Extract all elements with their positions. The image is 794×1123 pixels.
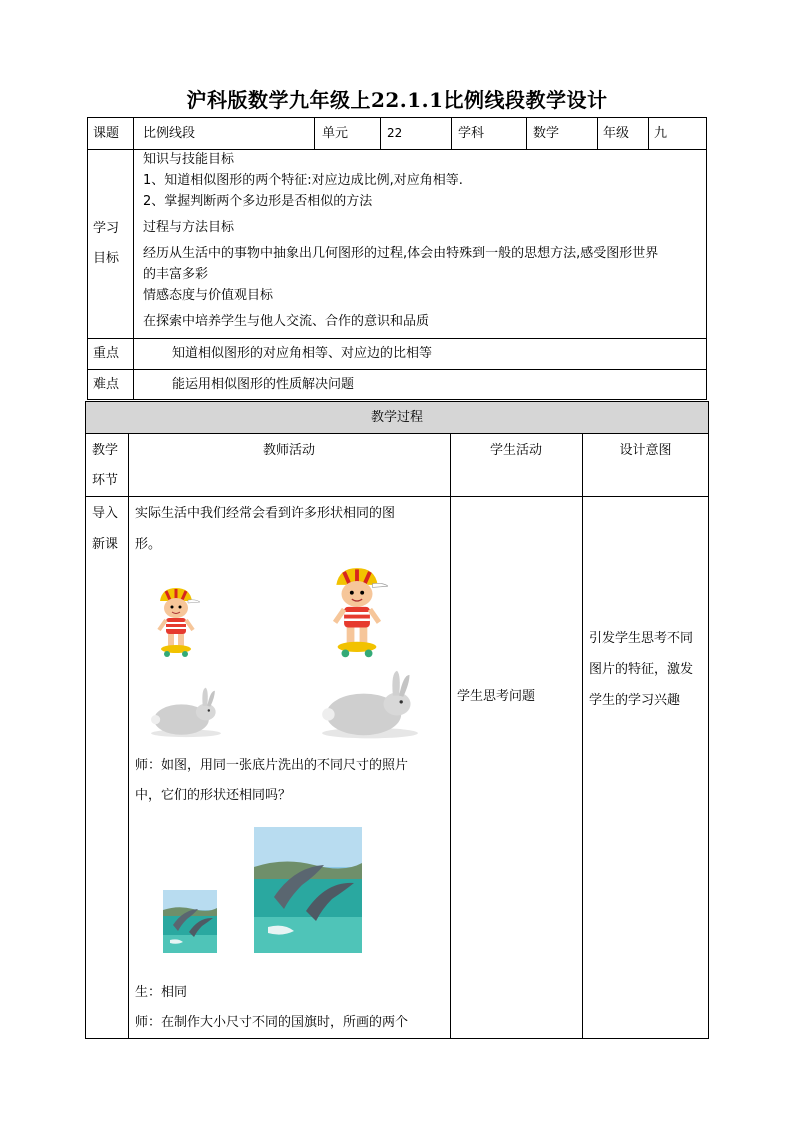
- large-rabbit-image: [318, 668, 422, 740]
- student-answer: 生：相同: [135, 985, 188, 1000]
- objectives-label-2: 目标: [93, 251, 120, 266]
- document-title: 沪科版数学九年级上22.1.1比例线段教学设计: [186, 88, 608, 112]
- teacher-question-2: 师：在制作大小尺寸不同的国旗时，所画的两个: [135, 1015, 409, 1030]
- col-student: 学生活动: [489, 443, 542, 458]
- subject-label: 学科: [458, 126, 485, 141]
- process-heading: 教学过程: [370, 410, 423, 425]
- small-dolphin-photo: [163, 890, 217, 953]
- key-point-value: 知道相似图形的对应角相等、对应边的比相等: [172, 346, 433, 361]
- objective-line: 在探索中培养学生与他人交流、合作的意识和品质: [143, 314, 430, 329]
- objective-line: 的丰富多彩: [143, 267, 209, 282]
- objective-line: 1、知道相似图形的两个特征:对应边成比例,对应角相等.: [143, 173, 463, 188]
- intro-text-1: 实际生活中我们经常会看到许多形状相同的图: [135, 506, 396, 521]
- unit-value: 22: [387, 126, 403, 140]
- teacher-question-1b: 中，它们的形状还相同吗？: [135, 788, 292, 803]
- objective-line: 知识与技能目标: [143, 152, 235, 167]
- objective-line: 情感态度与价值观目标: [143, 288, 274, 303]
- unit-label: 单元: [322, 126, 349, 141]
- objectives-label-1: 学习: [93, 221, 120, 236]
- col-stage-2: 环节: [92, 473, 119, 488]
- objective-line: 2、掌握判断两个多边形是否相似的方法: [143, 194, 373, 209]
- objective-line: 经历从生活中的事物中抽象出几何图形的过程,体会由特殊到一般的思想方法,感受图形世界: [143, 246, 659, 261]
- objective-line: 过程与方法目标: [143, 220, 235, 235]
- grade-label: 年级: [603, 126, 630, 141]
- design-intent-2: 图片的特征，激发: [589, 662, 694, 677]
- design-intent-1: 引发学生思考不同: [589, 631, 694, 646]
- student-activity: 学生思考问题: [457, 689, 536, 704]
- design-intent-3: 学生的学习兴趣: [589, 693, 681, 708]
- small-boy-image: [152, 586, 200, 658]
- stage-label-2: 新课: [92, 537, 119, 552]
- topic-value: 比例线段: [143, 126, 196, 141]
- stage-label-1: 导入: [92, 506, 119, 521]
- large-boy-image: [326, 565, 388, 659]
- difficulty-label: 难点: [93, 377, 120, 392]
- grade-value: 九: [654, 126, 668, 141]
- topic-label: 课题: [93, 126, 120, 141]
- difficulty-value: 能运用相似图形的性质解决问题: [172, 377, 355, 392]
- intro-text-2: 形。: [135, 537, 162, 552]
- key-point-label: 重点: [93, 346, 120, 361]
- large-dolphin-photo: [254, 827, 362, 953]
- subject-value: 数学: [533, 126, 560, 141]
- col-intent: 设计意图: [619, 443, 672, 458]
- col-stage-1: 教学: [92, 443, 119, 458]
- small-rabbit-image: [148, 686, 224, 738]
- teacher-question-1a: 师：如图，用同一张底片洗出的不同尺寸的照片: [135, 758, 409, 773]
- col-teacher: 教师活动: [262, 443, 315, 458]
